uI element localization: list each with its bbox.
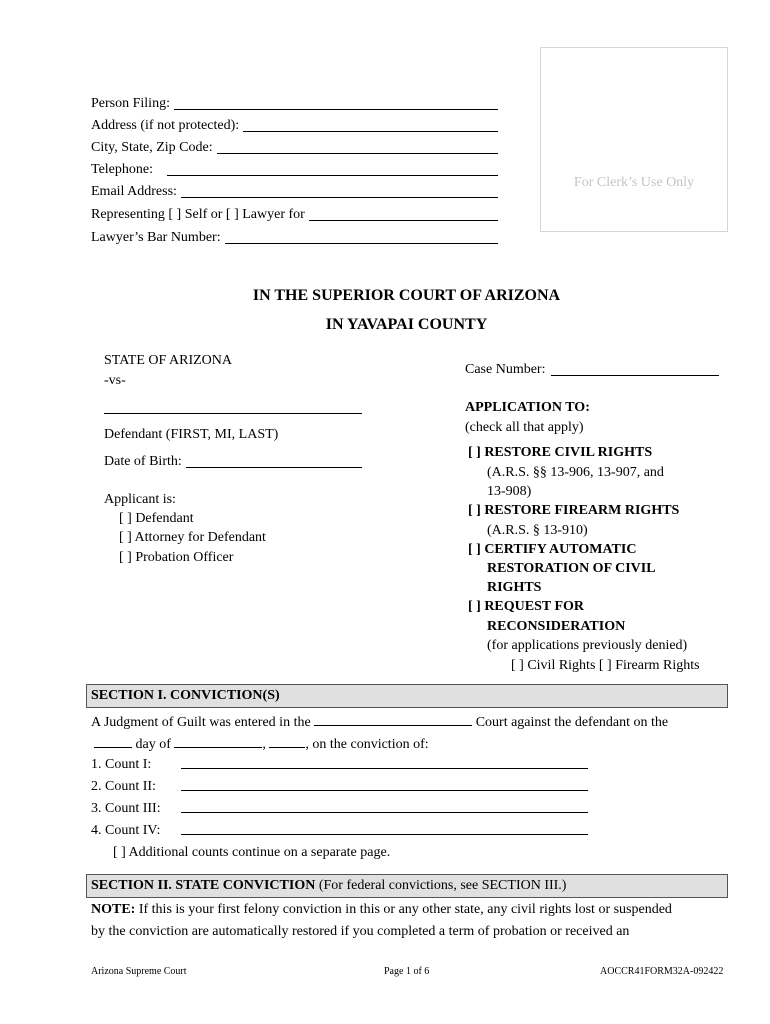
section-2-note: (For federal convictions, see SECTION III.) (318, 878, 567, 893)
defendant-label: Defendant (FIRST, MI, LAST) (104, 427, 279, 442)
section-2-header (86, 874, 728, 898)
applicant-is-label: Applicant is: (104, 492, 176, 507)
city-state-zip-row (91, 138, 498, 158)
application-heading: APPLICATION TO: (465, 400, 590, 415)
footer-court: Arizona Supreme Court (91, 966, 187, 977)
person-filing-field[interactable] (174, 109, 498, 110)
clerk-use-box (540, 47, 728, 232)
person-filing-label: Person Filing: (91, 96, 170, 111)
count-field-1[interactable] (181, 768, 588, 769)
count-row-4 (91, 821, 160, 841)
restore-civil-statute-cont: 13-908) (487, 484, 532, 499)
reconsider-checkbox[interactable]: [ ] REQUEST FOR (468, 599, 585, 614)
applicant-option-attorney[interactable]: [ ] Attorney for Defendant (119, 530, 266, 545)
applicant-option-defendant[interactable]: [ ] Defendant (119, 511, 194, 526)
clerk-use-label: For Clerk’s Use Only (573, 175, 695, 190)
bar-number-label: Lawyer’s Bar Number: (91, 230, 221, 245)
day-of-label: day of (135, 737, 171, 752)
note-line-2: by the conviction are automatically restored if you completed a term of probation or received an (91, 924, 630, 939)
applicant-option-probation[interactable]: [ ] Probation Officer (119, 550, 234, 565)
email-label: Email Address: (91, 184, 177, 199)
section-2-title: SECTION II. STATE CONVICTION (91, 878, 316, 893)
case-number-label: Case Number: (465, 362, 546, 377)
county-title: IN YAVAPAI COUNTY (325, 316, 488, 333)
city-state-zip-field[interactable] (217, 153, 498, 154)
count-label-1: 1. Count I: (91, 757, 152, 772)
additional-counts-checkbox[interactable]: [ ] Additional counts continue on a separate page. (113, 845, 391, 860)
note-text-1: If this is your first felony conviction in this or any other state, any civil rights lost or suspended (138, 902, 672, 917)
dob-row (104, 452, 362, 472)
restore-civil-statute: (A.R.S. §§ 13-906, 13-907, and (487, 465, 664, 480)
count-label-3: 3. Count III: (91, 801, 161, 816)
year-field[interactable] (269, 733, 305, 748)
restore-civil-checkbox[interactable]: [ ] RESTORE CIVIL RIGHTS (468, 445, 653, 460)
section-1-header: SECTION I. CONVICTION(S) (86, 684, 728, 708)
conviction-of-label: , on the conviction of: (305, 737, 429, 752)
city-state-zip-label: City, State, Zip Code: (91, 140, 213, 155)
footer-form-id: AOCCR41FORM32A-092422 (600, 966, 724, 977)
defendant-name-field[interactable] (104, 413, 362, 414)
month-field[interactable] (174, 733, 262, 748)
count-field-3[interactable] (181, 812, 588, 813)
court-name-field[interactable] (314, 711, 472, 726)
address-field[interactable] (243, 131, 498, 132)
count-field-4[interactable] (181, 834, 588, 835)
application-subheading: (check all that apply) (465, 420, 584, 435)
email-field[interactable] (181, 197, 498, 198)
case-number-field[interactable] (551, 375, 719, 376)
certify-label-2: RESTORATION OF CIVIL (487, 561, 656, 576)
reconsider-note: (for applications previously denied) (487, 638, 688, 653)
bar-number-field[interactable] (225, 243, 498, 244)
restore-firearm-checkbox[interactable]: [ ] RESTORE FIREARM RIGHTS (468, 503, 680, 518)
footer-page: Page 1 of 6 (384, 966, 430, 977)
address-label: Address (if not protected): (91, 118, 240, 133)
note-label: NOTE: (91, 902, 136, 917)
case-number-row (465, 360, 719, 380)
day-field[interactable] (94, 733, 132, 748)
reconsider-label-2: RECONSIDERATION (487, 619, 626, 634)
representing-row (91, 205, 498, 225)
telephone-field[interactable] (167, 175, 498, 176)
representing-field[interactable] (309, 220, 498, 221)
certify-checkbox[interactable]: [ ] CERTIFY AUTOMATIC (468, 542, 637, 557)
court-title: IN THE SUPERIOR COURT OF ARIZONA (252, 287, 561, 304)
judgment-text-a: A Judgment of Guilt was entered in the (91, 715, 311, 730)
telephone-label: Telephone: (91, 162, 153, 177)
telephone-row (91, 160, 498, 180)
count-label-2: 2. Count II: (91, 779, 156, 794)
note-line-1 (91, 902, 731, 918)
address-row (91, 116, 498, 136)
plaintiff-name: STATE OF ARIZONA (104, 353, 232, 368)
count-row-1 (91, 755, 151, 775)
reconsider-rights-options[interactable]: [ ] Civil Rights [ ] Firearm Rights (511, 658, 700, 673)
count-row-3 (91, 799, 161, 819)
judgment-text-b: Court against the defendant on the (475, 715, 669, 730)
date-line: day of , , on the conviction of: (94, 733, 429, 753)
versus-label: -vs- (104, 373, 126, 388)
judgment-line (91, 711, 731, 731)
count-field-2[interactable] (181, 790, 588, 791)
dob-label: Date of Birth: (104, 454, 182, 469)
dob-field[interactable] (186, 467, 362, 468)
count-label-4: 4. Count IV: (91, 823, 161, 838)
person-filing-row (91, 94, 498, 114)
restore-firearm-statute: (A.R.S. § 13-910) (487, 523, 588, 538)
count-row-2 (91, 777, 156, 797)
certify-label-3: RIGHTS (487, 580, 542, 595)
bar-number-row (91, 228, 498, 248)
email-row (91, 182, 498, 202)
representing-label: Representing [ ] Self or [ ] Lawyer for (91, 207, 305, 222)
